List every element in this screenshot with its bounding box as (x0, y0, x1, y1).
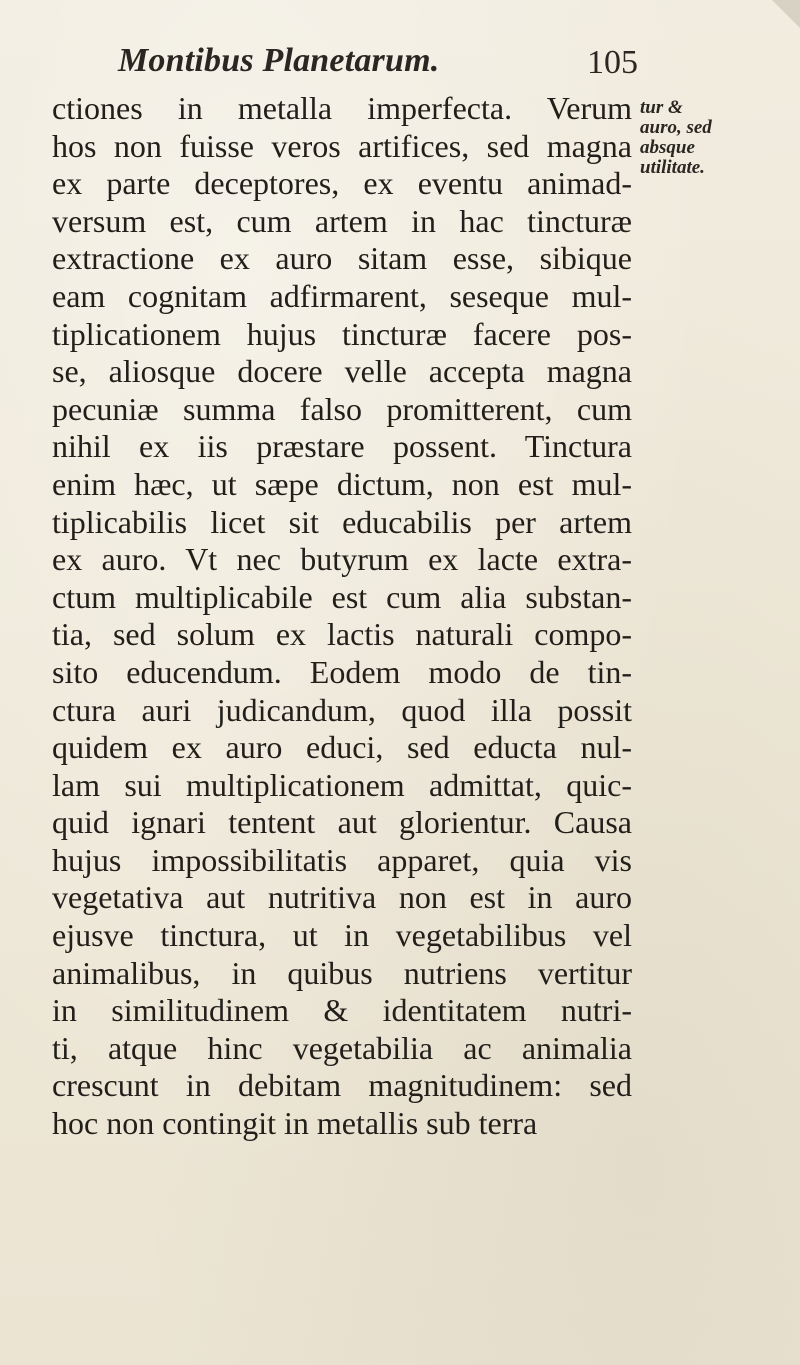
text-line: quid ignari tentent aut glorientur. Causa (52, 804, 632, 841)
text-line: quidem ex auro educi, sed educta nul- (52, 729, 632, 766)
body-text (52, 90, 632, 1143)
text-line: tiplicationem hujus tincturæ facere pos- (52, 315, 632, 352)
marginal-note-line: utilitate. (640, 157, 705, 178)
text-line: lam sui multiplicationem admittat, quic- (52, 766, 632, 803)
text-line: ex auro. Vt nec butyrum ex lacte extra- (52, 541, 632, 578)
text-line: versum est, cum artem in hac tincturæ (52, 202, 632, 239)
text-line: extractione ex auro sitam esse, sibique (52, 240, 632, 277)
text-line: pecuniæ summa falso promitterent, cum (52, 390, 632, 427)
text-line: ex parte deceptores, ex eventu animad- (52, 165, 632, 202)
running-head (118, 42, 638, 90)
text-line: hos non fuisse veros artifices, sed magna (52, 127, 632, 164)
text-line: ti, atque hinc vegetabilia ac animalia (52, 1029, 632, 1066)
text-line: ctiones in metalla imperfecta. Verum (52, 90, 632, 126)
running-title: Montibus Planetarum. (118, 42, 440, 79)
text-line: se, aliosque docere velle accepta magna (52, 353, 632, 390)
marginal-note-line: auro, sed (640, 117, 712, 138)
marginal-note-line: absque (640, 137, 695, 158)
text-line: ctura auri judicandum, quod illa possit (52, 691, 632, 728)
text-line: ctum multiplicabile est cum alia substan- (52, 578, 632, 615)
text-line: ejusve tinctura, ut in vegetabilibus vel (52, 917, 632, 954)
text-line: animalibus, in quibus nutriens vertitur (52, 954, 632, 991)
text-line: eam cognitam adfirmarent, seseque mul- (52, 277, 632, 314)
text-line: tia, sed solum ex lactis naturali compo- (52, 616, 632, 653)
page-number: 105 (587, 44, 638, 81)
text-line: vegetativa aut nutritiva non est in auro (52, 879, 632, 916)
text-line: crescunt in debitam magnitudinem: sed (52, 1067, 632, 1104)
marginal-note-line: tur & (640, 97, 683, 118)
text-line: tiplicabilis licet sit educabilis per artem (52, 503, 632, 540)
page-corner (772, 0, 800, 28)
text-line: nihil ex iis præstare possent. Tinctura (52, 428, 632, 465)
text-line: in similitudinem & identitatem nutri- (52, 992, 632, 1029)
text-line: sito educendum. Eodem modo de tin- (52, 653, 632, 690)
text-line: hoc non contingit in metallis sub terra (52, 1105, 538, 1142)
text-line: enim hæc, ut sæpe dictum, non est mul- (52, 465, 632, 502)
marginal-note (640, 98, 790, 178)
text-line: hujus impossibilitatis apparet, quia vis (52, 841, 632, 878)
